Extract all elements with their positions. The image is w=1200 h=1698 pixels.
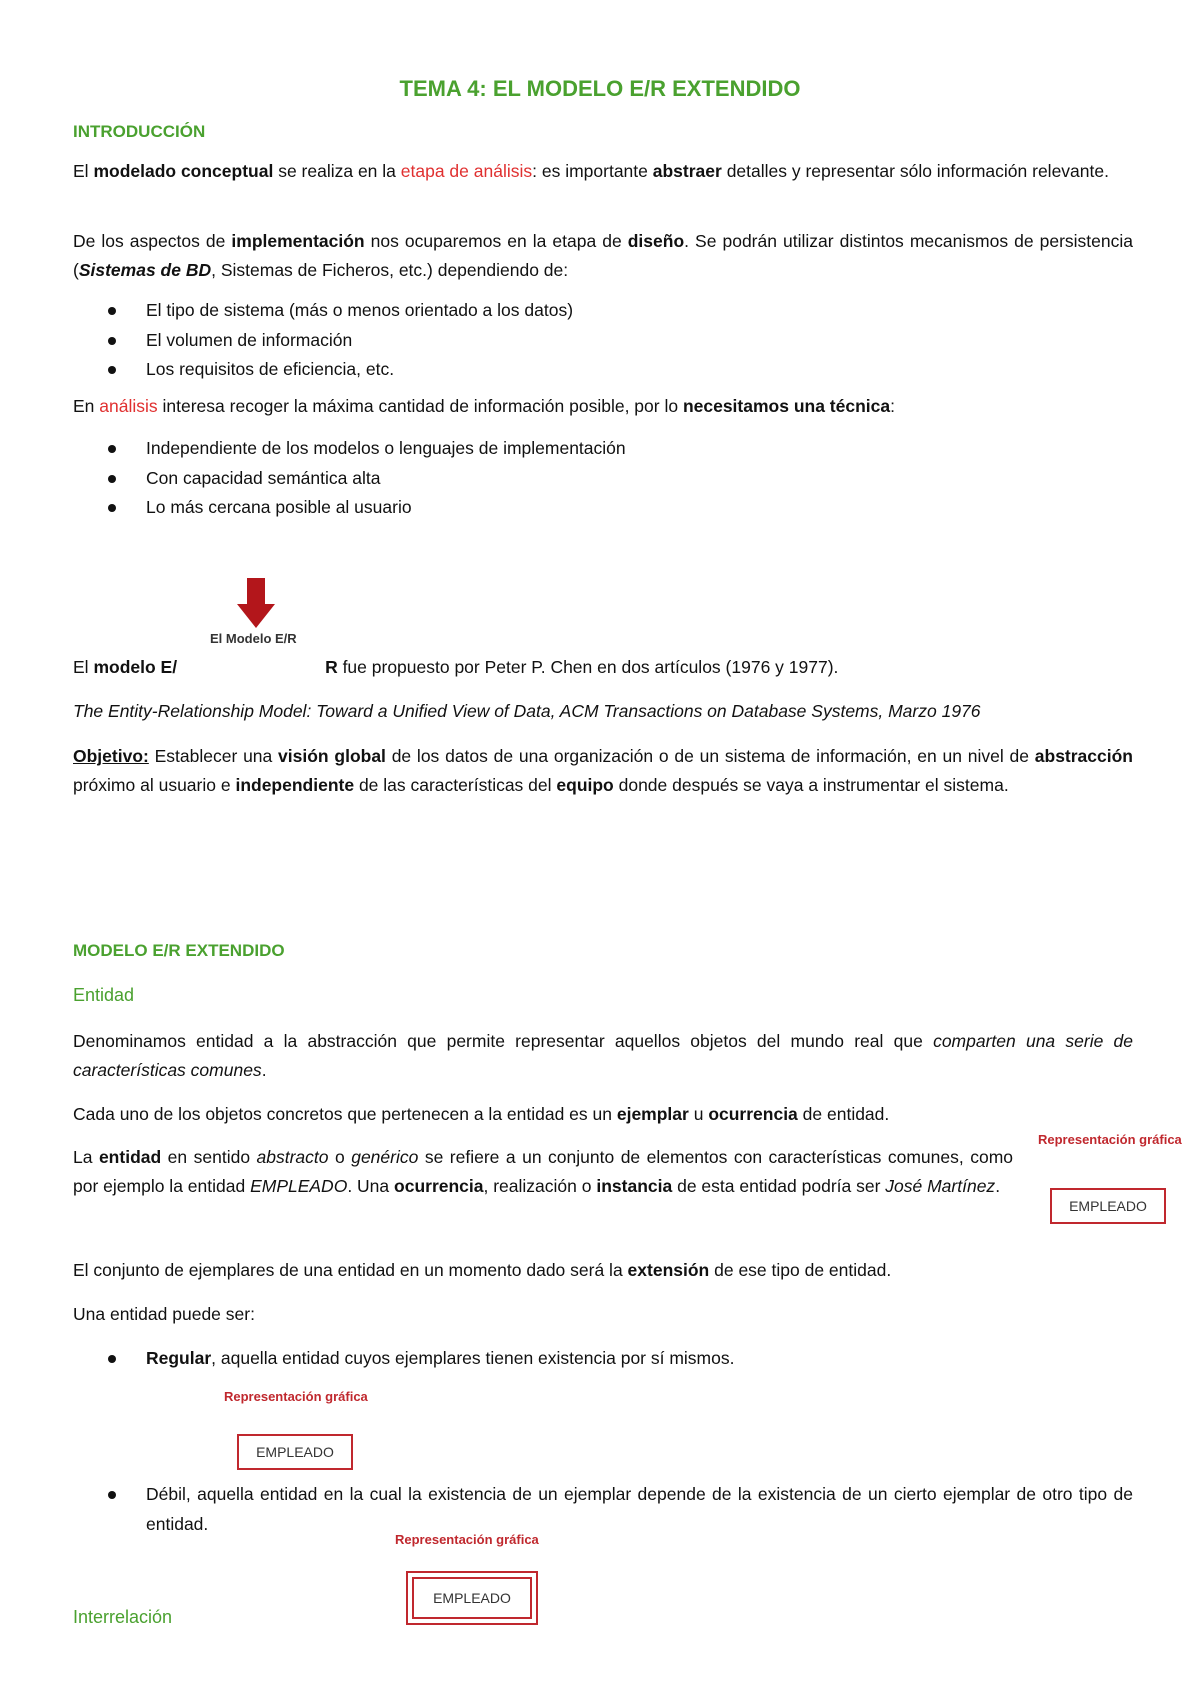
arrow-label: El Modelo E/R (210, 631, 297, 646)
repr-label: Representación gráfica (224, 1389, 368, 1404)
paragraph-tipos: Una entidad puede ser: (73, 1304, 255, 1324)
paragraph-modelo-er: El modelo E/ R fue propuesto por Peter P. Chen en dos artículos (1976 y 1977). (73, 657, 839, 677)
paragraph-entidad-abstracta: La entidad en sentido abstracto o genérico se refiere a un conjunto de elementos con características comunes, como por ejemplo la entidad EMPLEADO. Una ocurrencia, realización o instancia de esta entidad podría ser José Martínez. (73, 1147, 1013, 1196)
paragraph-objetivo: Objetivo: Establecer una visión global de los datos de una organización o de un sistema de información, en un nivel de abstracción próximo al usuario e independiente de las características del equipo donde después se vaya a instrumentar el sistema. (73, 746, 1133, 795)
paragraph-modelado: El modelado conceptual se realiza en la etapa de análisis: es importante abstraer detalles y representar sólo información relevante. (73, 161, 1109, 181)
list-item: Los requisitos de eficiencia, etc. (108, 355, 1128, 385)
list-dependencias (108, 296, 1128, 385)
list-item: El tipo de sistema (más o menos orientado a los datos) (108, 296, 1128, 326)
entity-box-regular: EMPLEADO (237, 1434, 353, 1470)
repr-label: Representación gráfica (395, 1532, 539, 1547)
list-item-regular: Regular, aquella entidad cuyos ejemplares tienen existencia por sí mismos. (108, 1344, 1128, 1374)
heading-interrelacion: Interrelación (73, 1607, 173, 1627)
paragraph-analisis: En análisis interesa recoger la máxima cantidad de información posible, por lo necesitamos una técnica: (73, 396, 895, 416)
heading-entidad: Entidad (73, 985, 135, 1005)
list-item: Lo más cercana posible al usuario (108, 493, 1128, 523)
down-arrow-icon (237, 578, 275, 630)
citation: The Entity-Relationship Model: Toward a Unified View of Data, ACM Transactions on Database Systems, Marzo 1976 (73, 701, 981, 721)
entity-box-weak (406, 1571, 538, 1625)
list-tipos-entidad-2 (108, 1480, 1133, 1539)
repr-label: Representación gráfica (1038, 1132, 1182, 1147)
entity-box: EMPLEADO (1050, 1188, 1166, 1224)
heading-introduccion: INTRODUCCIÓN (73, 122, 206, 141)
list-item: El volumen de información (108, 326, 1128, 356)
entity-box-weak-inner: EMPLEADO (412, 1577, 532, 1619)
paragraph-ejemplar: Cada uno de los objetos concretos que pertenecen a la entidad es un ejemplar u ocurrencia de entidad. (73, 1104, 890, 1124)
list-item: Independiente de los modelos o lenguajes de implementación (108, 434, 1128, 464)
list-tecnica (108, 434, 1128, 523)
list-tipos-entidad (108, 1344, 1128, 1374)
page-title: TEMA 4: EL MODELO E/R EXTENDIDO (399, 76, 801, 101)
paragraph-implementacion: De los aspectos de implementación nos ocuparemos en la etapa de diseño. Se podrán utilizar distintos mecanismos de persistencia (Sistemas de BD, Sistemas de Ficheros, etc.) dependiendo de: (73, 231, 1133, 280)
heading-modelo-extendido: MODELO E/R EXTENDIDO (73, 941, 285, 960)
paragraph-entidad-def: Denominamos entidad a la abstracción que permite representar aquellos objetos del mundo real que comparten una serie de características comunes. (73, 1031, 1133, 1080)
list-item-debil: Débil, aquella entidad en la cual la existencia de un ejemplar depende de la existencia de un cierto ejemplar de otro tipo de entidad. (108, 1480, 1133, 1539)
paragraph-extension: El conjunto de ejemplares de una entidad en un momento dado será la extensión de ese tipo de entidad. (73, 1260, 892, 1280)
list-item: Con capacidad semántica alta (108, 464, 1128, 494)
